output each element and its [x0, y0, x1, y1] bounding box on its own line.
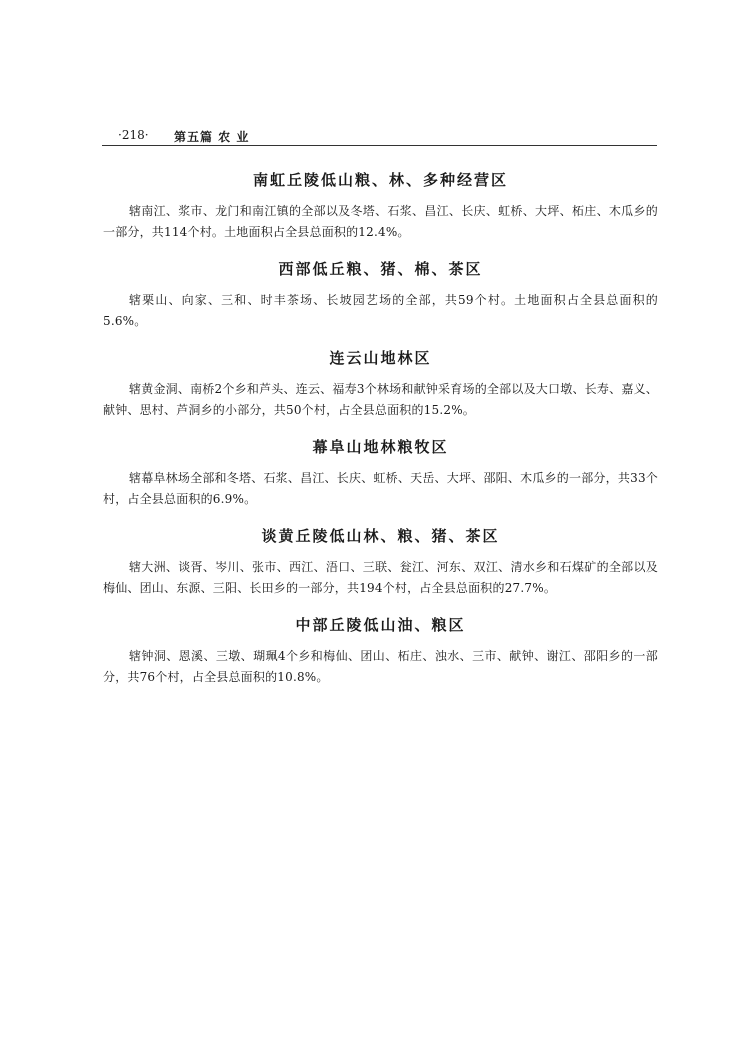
- section-body: 辖钟洞、恩溪、三墩、瑚珮4个乡和梅仙、团山、柘庄、浊水、三市、献钟、谢江、邵阳乡的一部分，共76个村，占全县总面积的10.8%。: [103, 649, 658, 684]
- section: [103, 257, 658, 332]
- section-title: 谈黄丘陵低山林、粮、猪、茶区: [261, 527, 500, 545]
- section: [103, 346, 658, 421]
- section: [103, 168, 658, 243]
- page-content: [103, 168, 658, 702]
- section: [103, 435, 658, 510]
- section-title: 中部丘陵低山油、粮区: [295, 616, 466, 634]
- section-title: 西部低丘粮、猪、棉、茶区: [278, 260, 483, 278]
- section-body: 辖幕阜林场全部和冬塔、石浆、昌江、长庆、虹桥、天岳、大坪、邵阳、木瓜乡的一部分，共33个村，占全县总面积的6.9%。: [103, 471, 658, 506]
- section-body: 辖栗山、向家、三和、时丰茶场、长坡园艺场的全部，共59个村。土地面积占全县总面积的5.6%。: [103, 293, 658, 328]
- section-body: 辖黄金洞、南桥2个乡和芦头、连云、福寿3个林场和献钟采育场的全部以及大口墩、长寿、嘉义、献钟、思村、芦洞乡的小部分，共50个村，占全县总面积的15.2%。: [103, 382, 658, 417]
- section: [103, 613, 658, 688]
- section-title: 连云山地林区: [329, 349, 432, 367]
- page-number: ·218·: [118, 128, 149, 142]
- header-rule: [102, 145, 657, 146]
- section-body: 辖南江、浆市、龙门和南江镇的全部以及冬塔、石浆、昌江、长庆、虹桥、大坪、柘庄、木瓜乡的一部分，共114个村。土地面积占全县总面积的12.4%。: [103, 204, 658, 239]
- section-body: 辖大洲、谈胥、岑川、张市、西江、浯口、三联、瓮江、河东、双江、清水乡和石煤矿的全部以及梅仙、团山、东源、三阳、长田乡的一部分，共194个村，占全县总面积的27.7%。: [103, 560, 658, 595]
- section-title: 幕阜山地林粮牧区: [312, 438, 449, 456]
- section-title: 南虹丘陵低山粮、林、多种经营区: [252, 171, 508, 189]
- part-title: 第五篇 农 业: [174, 130, 250, 144]
- section: [103, 524, 658, 599]
